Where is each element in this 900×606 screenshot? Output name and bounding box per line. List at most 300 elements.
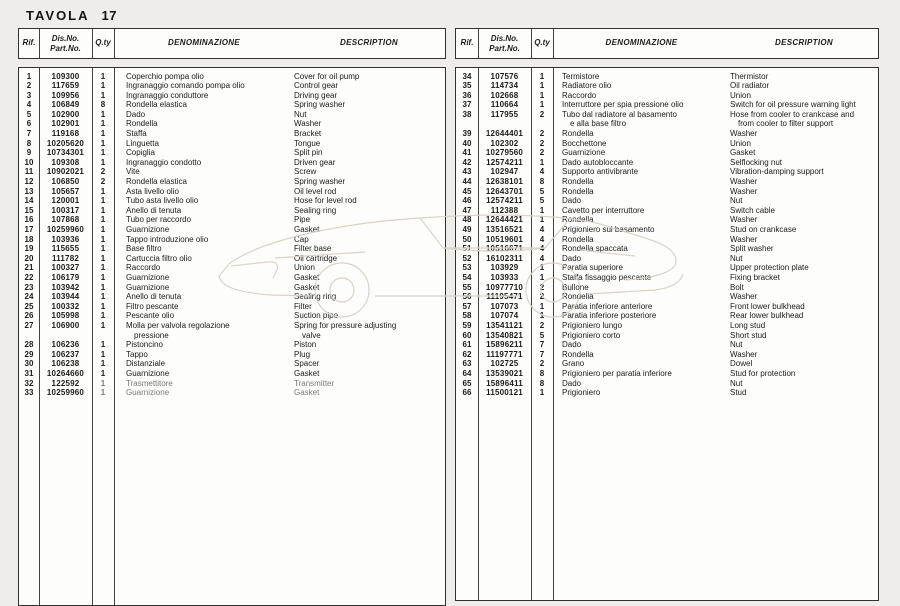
table-row bbox=[456, 292, 878, 302]
cell-part-no: 12644401 bbox=[485, 129, 524, 139]
column-header-part-no-line: Part.No. bbox=[50, 43, 81, 53]
cell-description: Thermistor bbox=[730, 71, 769, 81]
cell-rif: 37 bbox=[462, 100, 472, 110]
table-row bbox=[19, 311, 445, 321]
table-row bbox=[456, 129, 878, 139]
cell-qty: 1 bbox=[539, 205, 545, 215]
cell-rif: 45 bbox=[462, 186, 472, 196]
table-row bbox=[456, 379, 878, 389]
cell-rif: 51 bbox=[462, 244, 472, 254]
cell-description: Washer bbox=[730, 349, 758, 359]
cell-qty: 1 bbox=[100, 320, 106, 330]
page-title bbox=[26, 8, 117, 23]
cell-rif: 27 bbox=[24, 320, 34, 330]
cell-denominazione: Rondella spaccata bbox=[562, 244, 628, 254]
cell-denominazione: Paratia inferiore anteriore bbox=[562, 301, 653, 311]
cell-qty: 1 bbox=[100, 215, 106, 225]
cell-qty: 5 bbox=[539, 186, 545, 196]
cell-part-no: 10977710 bbox=[485, 282, 524, 292]
cell-denominazione: Guarnizione bbox=[126, 388, 170, 398]
cell-part-no: 106236 bbox=[51, 340, 80, 350]
table-row bbox=[19, 244, 445, 254]
cell-description: Oil radiator bbox=[730, 81, 770, 91]
table-row bbox=[456, 244, 878, 254]
cell-qty: 1 bbox=[539, 311, 545, 321]
cell-denominazione: Tubo per raccordo bbox=[126, 215, 192, 225]
cell-rif: 56 bbox=[462, 292, 472, 302]
cell-part-no: 103933 bbox=[490, 272, 519, 282]
cell-description: Washer bbox=[730, 186, 758, 196]
cell-denominazione: Dado bbox=[562, 340, 582, 350]
cell-qty: 1 bbox=[100, 186, 106, 196]
cell-denominazione: Rondella bbox=[126, 119, 158, 129]
column-header-part-no-line: Part.No. bbox=[489, 43, 520, 53]
cell-rif: 42 bbox=[462, 157, 472, 167]
cell-qty: 1 bbox=[100, 119, 106, 129]
cell-denominazione: Prigioniero corto bbox=[562, 330, 621, 340]
cell-denominazione: Pistoncino bbox=[126, 340, 163, 350]
cell-qty: 1 bbox=[100, 109, 106, 119]
cell-description: Split washer bbox=[730, 244, 774, 254]
table-row bbox=[19, 369, 445, 379]
cell-description: Spring washer bbox=[294, 177, 346, 187]
cell-part-no: 102901 bbox=[51, 119, 80, 129]
cell-part-no: 13541121 bbox=[486, 320, 523, 330]
cell-description: Spring washer bbox=[294, 100, 346, 110]
table-row bbox=[456, 225, 878, 235]
column-header-dis-no-line: Dis.No. bbox=[51, 33, 80, 43]
cell-description: Suction pipe bbox=[294, 311, 339, 321]
cell-part-no: 106179 bbox=[51, 272, 80, 282]
cell-rif: 64 bbox=[462, 368, 472, 378]
table-row bbox=[19, 110, 445, 120]
cell-qty: 1 bbox=[100, 311, 106, 321]
cell-part-no: 109300 bbox=[51, 71, 80, 81]
cell-qty: 1 bbox=[100, 340, 106, 350]
cell-part-no: 10519601 bbox=[485, 234, 524, 244]
cell-qty: 1 bbox=[100, 301, 106, 311]
cell-denominazione: Rondella elastica bbox=[126, 100, 187, 110]
column-header-qty: Q.ty bbox=[95, 38, 111, 47]
table-row bbox=[456, 263, 878, 273]
cell-denominazione: Guarnizione bbox=[126, 272, 170, 282]
cell-rif: 13 bbox=[24, 186, 34, 196]
cell-part-no: 100327 bbox=[51, 263, 80, 273]
cell-denominazione: Asta livello olio bbox=[126, 186, 179, 196]
cell-rif: 59 bbox=[462, 320, 472, 330]
cell-part-no: 15896411 bbox=[486, 378, 523, 388]
column-divider bbox=[553, 29, 554, 58]
cell-part-no: 107868 bbox=[51, 215, 80, 225]
cell-denominazione: Ingranaggio comando pompa olio bbox=[126, 81, 245, 91]
cell-part-no: 110664 bbox=[490, 100, 519, 110]
column-header-denominazione: DENOMINAZIONE bbox=[605, 38, 678, 47]
cell-part-no: 102302 bbox=[490, 138, 519, 148]
column-divider bbox=[531, 29, 532, 58]
table-row bbox=[456, 139, 878, 149]
cell-rif: 6 bbox=[26, 119, 32, 129]
cell-denominazione: Guarnizione bbox=[126, 368, 170, 378]
table-row bbox=[456, 167, 878, 177]
cell-description: Plug bbox=[294, 349, 311, 359]
cell-description: Fixing bracket bbox=[730, 272, 780, 282]
cell-part-no: 106850 bbox=[51, 177, 80, 187]
cell-rif: 39 bbox=[462, 129, 472, 139]
cell-part-no: 102900 bbox=[51, 109, 80, 119]
cell-qty: 1 bbox=[539, 263, 545, 273]
cell-part-no: 109956 bbox=[51, 90, 80, 100]
table-row bbox=[19, 388, 445, 398]
cell-rif: 19 bbox=[24, 244, 34, 254]
table-row bbox=[19, 321, 445, 340]
cell-qty: 4 bbox=[539, 225, 545, 234]
cell-description: Vibration-damping support bbox=[730, 167, 824, 177]
cell-rif: 28 bbox=[24, 340, 34, 350]
cell-rif: 26 bbox=[24, 311, 34, 321]
cell-denominazione: Linguetta bbox=[126, 138, 159, 148]
cell-denominazione: Rondella bbox=[562, 349, 594, 359]
cell-qty: 2 bbox=[539, 148, 545, 158]
cell-rif: 47 bbox=[462, 205, 472, 215]
table-row bbox=[456, 359, 878, 369]
column-header-denominazione: DENOMINAZIONE bbox=[168, 38, 240, 47]
cell-rif: 43 bbox=[462, 167, 472, 177]
cell-denominazione: Tappo introduzione olio bbox=[126, 234, 209, 244]
cell-rif: 57 bbox=[462, 301, 472, 311]
cell-part-no: 112388 bbox=[490, 205, 519, 215]
cell-part-no: 119168 bbox=[51, 129, 80, 139]
cell-denominazione: Grano bbox=[562, 359, 585, 369]
cell-part-no: 107073 bbox=[490, 301, 519, 311]
cell-rif: 31 bbox=[24, 368, 34, 378]
cell-rif: 22 bbox=[24, 272, 34, 282]
cell-description: Gasket bbox=[294, 272, 320, 282]
cell-description: Hose for level rod bbox=[294, 196, 357, 206]
cell-qty: 2 bbox=[539, 359, 545, 369]
page-title-number: 17 bbox=[101, 8, 117, 23]
cell-denominazione: Bullone bbox=[562, 282, 589, 292]
cell-description: Gasket bbox=[294, 225, 320, 234]
cell-rif: 24 bbox=[24, 292, 34, 302]
cell-description: Selflocking nut bbox=[730, 157, 783, 167]
cell-qty: 1 bbox=[100, 244, 106, 254]
cell-qty: 2 bbox=[539, 138, 545, 148]
cell-denominazione: Tappo bbox=[126, 349, 148, 359]
cell-rif: 54 bbox=[462, 272, 472, 282]
table-row bbox=[19, 81, 445, 91]
table-row bbox=[456, 206, 878, 216]
cell-part-no: 10259960 bbox=[46, 225, 85, 234]
cell-part-no: 106238 bbox=[51, 359, 80, 369]
cell-denominazione: Coperchio pompa olio bbox=[126, 71, 204, 81]
cell-rif: 55 bbox=[462, 282, 472, 292]
cell-description: Washer bbox=[730, 292, 758, 302]
cell-description: Sealing ring bbox=[294, 292, 337, 302]
cell-part-no: 107576 bbox=[490, 71, 519, 81]
table-row bbox=[456, 91, 878, 101]
cell-denominazione: Filtro pescante bbox=[126, 301, 179, 311]
cell-denominazione: Bocchettone bbox=[562, 138, 607, 148]
cell-qty: 8 bbox=[539, 368, 545, 378]
table-row bbox=[19, 119, 445, 129]
column-header-qty: Q.ty bbox=[534, 38, 550, 47]
cell-denominazione: Vite bbox=[126, 167, 140, 177]
cell-description: Front lower bulkhead bbox=[730, 301, 805, 311]
cell-rif: 15 bbox=[24, 205, 34, 215]
cell-part-no: 107074 bbox=[490, 311, 519, 321]
table-row bbox=[456, 340, 878, 350]
cell-rif: 5 bbox=[26, 109, 32, 119]
cell-description: Gasket bbox=[730, 148, 756, 158]
cell-rif: 49 bbox=[462, 225, 472, 234]
table-row bbox=[456, 369, 878, 379]
table-rows-left bbox=[19, 72, 445, 398]
cell-qty: 2 bbox=[100, 177, 106, 187]
cell-description: Driven gear bbox=[294, 157, 336, 167]
column-divider bbox=[92, 29, 93, 58]
table-body-right bbox=[455, 67, 879, 601]
cell-denominazione: Dado bbox=[126, 109, 146, 119]
cell-rif: 3 bbox=[26, 90, 32, 100]
cell-qty: 5 bbox=[539, 196, 545, 206]
cell-description: Nut bbox=[730, 196, 743, 206]
cell-qty: 7 bbox=[539, 349, 545, 359]
cell-part-no: 13539021 bbox=[485, 368, 524, 378]
cell-part-no: 103944 bbox=[51, 292, 80, 302]
table-row bbox=[456, 350, 878, 360]
cell-part-no: 105657 bbox=[51, 186, 80, 196]
table-row bbox=[19, 167, 445, 177]
cell-rif: 65 bbox=[462, 378, 472, 388]
cell-rif: 17 bbox=[24, 225, 34, 234]
cell-description: Gasket bbox=[294, 282, 320, 292]
table-row bbox=[456, 158, 878, 168]
cell-denominazione: Prigioniero per paratia inferiore bbox=[562, 368, 672, 378]
cell-qty: 1 bbox=[539, 90, 545, 100]
cell-qty: 1 bbox=[100, 388, 106, 398]
cell-description: Washer bbox=[730, 177, 758, 187]
cell-denominazione: Interruttore per spia pressione olio bbox=[562, 100, 684, 110]
table-row bbox=[456, 148, 878, 158]
cell-qty: 1 bbox=[100, 272, 106, 282]
cell-part-no: 103936 bbox=[51, 234, 80, 244]
cell-denominazione: Anello di tenuta bbox=[126, 205, 182, 215]
cell-description: Gasket bbox=[294, 368, 320, 378]
cell-description: Washer bbox=[294, 119, 322, 129]
table-row bbox=[19, 177, 445, 187]
cell-description: Stud bbox=[730, 388, 747, 398]
cell-part-no: 117659 bbox=[51, 81, 80, 91]
column-divider bbox=[114, 29, 115, 58]
cell-rif: 8 bbox=[26, 138, 32, 148]
cell-qty: 1 bbox=[100, 129, 106, 139]
cell-part-no: 102947 bbox=[490, 167, 519, 177]
cell-rif: 33 bbox=[24, 388, 34, 398]
table-row bbox=[456, 72, 878, 82]
cell-denominazione: Rondella bbox=[562, 292, 594, 302]
cell-qty: 7 bbox=[539, 340, 545, 350]
cell-qty: 1 bbox=[539, 215, 545, 225]
cell-description: Union bbox=[730, 90, 751, 100]
cell-description: Nut bbox=[730, 378, 743, 388]
cell-qty: 1 bbox=[100, 378, 106, 388]
cell-description: Filter base bbox=[294, 244, 332, 254]
table-row bbox=[19, 359, 445, 369]
table-row bbox=[456, 273, 878, 283]
cell-qty: 4 bbox=[539, 244, 545, 254]
cell-denominazione: Prigioniero bbox=[562, 388, 601, 398]
cell-denominazione: Paratia inferiore posteriore bbox=[562, 311, 657, 321]
table-row bbox=[19, 225, 445, 235]
cell-qty: 1 bbox=[100, 282, 106, 292]
table-row bbox=[456, 81, 878, 91]
cell-rif: 10 bbox=[24, 157, 34, 167]
table-row bbox=[19, 340, 445, 350]
cell-rif: 11 bbox=[24, 167, 34, 177]
cell-rif: 48 bbox=[462, 215, 472, 225]
cell-qty: 4 bbox=[539, 234, 545, 244]
cell-denominazione: Dado bbox=[562, 196, 582, 206]
cell-rif: 4 bbox=[26, 100, 32, 110]
cell-rif: 40 bbox=[462, 138, 472, 148]
table-header-left bbox=[18, 28, 446, 59]
column-header-rif: Rif. bbox=[22, 38, 36, 47]
cell-qty: 2 bbox=[539, 109, 545, 119]
cell-description: Split pin bbox=[294, 148, 323, 158]
cell-denominazione: Copiglia bbox=[126, 148, 155, 158]
cell-qty: 1 bbox=[539, 71, 545, 81]
cell-qty: 4 bbox=[539, 167, 545, 177]
cell-part-no: 103942 bbox=[51, 282, 80, 292]
cell-part-no: 10734301 bbox=[46, 148, 85, 158]
cell-qty: 1 bbox=[100, 263, 106, 273]
column-header-rif: Rif. bbox=[460, 38, 474, 47]
table-row bbox=[19, 158, 445, 168]
cell-rif: 9 bbox=[26, 148, 32, 158]
cell-qty: 2 bbox=[539, 129, 545, 139]
cell-part-no: 11197771 bbox=[486, 349, 523, 359]
cell-description: Switch for oil pressure warning light bbox=[730, 100, 856, 110]
table-row bbox=[456, 388, 878, 398]
cell-denominazione: Dado bbox=[562, 253, 582, 263]
cell-qty: 1 bbox=[100, 205, 106, 215]
cell-rif: 14 bbox=[24, 196, 34, 206]
cell-part-no: 120001 bbox=[51, 196, 80, 206]
cell-rif: 44 bbox=[462, 177, 472, 187]
cell-rif: 63 bbox=[462, 359, 472, 369]
cell-qty: 1 bbox=[100, 292, 106, 302]
cell-qty: 1 bbox=[100, 71, 106, 81]
table-row bbox=[456, 100, 878, 110]
table-row bbox=[19, 139, 445, 149]
cell-description: Washer bbox=[730, 129, 758, 139]
cell-rif: 35 bbox=[462, 81, 472, 91]
table-row bbox=[19, 263, 445, 273]
cell-description: Switch cable bbox=[730, 205, 775, 215]
table-row bbox=[19, 129, 445, 139]
cell-rif: 29 bbox=[24, 349, 34, 359]
cell-denominazione: Dado bbox=[562, 378, 582, 388]
column-header-part-no bbox=[478, 34, 531, 54]
cell-rif: 41 bbox=[462, 148, 472, 158]
cell-denominazione: Trasmettitore bbox=[126, 378, 173, 388]
cell-description: Union bbox=[730, 138, 751, 148]
cell-part-no: 10205620 bbox=[46, 138, 85, 148]
cell-part-no: 102725 bbox=[490, 359, 519, 369]
cell-part-no: 10279560 bbox=[485, 148, 524, 158]
cell-denominazione: Anello di tenuta bbox=[126, 292, 182, 302]
cell-qty: 1 bbox=[100, 196, 106, 206]
cell-part-no: 12574211 bbox=[486, 196, 523, 206]
cell-denominazione: Rondella bbox=[562, 234, 594, 244]
cell-denominazione: Raccordo bbox=[562, 90, 597, 100]
cell-denominazione: Tubo dal radiatore al basamento e alla base filtro bbox=[562, 109, 677, 129]
cell-denominazione: Prigioniero sul basamento bbox=[562, 225, 655, 234]
cell-denominazione: Molla per valvola regolazione pressione bbox=[126, 320, 230, 340]
cell-denominazione: Pescante olio bbox=[126, 311, 175, 321]
cell-rif: 38 bbox=[462, 109, 472, 119]
cell-description: Long stud bbox=[730, 320, 766, 330]
cell-description: Washer bbox=[730, 234, 758, 244]
table-row bbox=[19, 379, 445, 389]
cell-part-no: 102668 bbox=[490, 90, 519, 100]
cell-qty: 2 bbox=[539, 292, 545, 302]
cell-denominazione: Rondella bbox=[562, 186, 594, 196]
cell-description: Upper protection plate bbox=[730, 263, 809, 273]
table-row bbox=[456, 321, 878, 331]
cell-part-no: 11500121 bbox=[486, 388, 523, 398]
table-row bbox=[19, 100, 445, 110]
cell-denominazione: Guarnizione bbox=[562, 148, 606, 158]
cell-part-no: 111782 bbox=[51, 253, 79, 263]
cell-rif: 52 bbox=[462, 253, 472, 263]
cell-part-no: 16102311 bbox=[486, 253, 523, 263]
cell-description: Control gear bbox=[294, 81, 339, 91]
cell-denominazione: Raccordo bbox=[126, 263, 161, 273]
cell-denominazione: Distanziale bbox=[126, 359, 166, 369]
cell-description: Piston bbox=[294, 340, 317, 350]
cell-denominazione: Supporto antivibrante bbox=[562, 167, 639, 177]
cell-denominazione: Paratia superiore bbox=[562, 263, 623, 273]
cell-denominazione: Dado autobloccante bbox=[562, 157, 634, 167]
cell-description: Rear lower bulkhead bbox=[730, 311, 804, 321]
table-row bbox=[19, 283, 445, 293]
table-row bbox=[19, 187, 445, 197]
cell-denominazione: Staffa fissaggio pescante bbox=[562, 272, 652, 282]
cell-part-no: 122592 bbox=[51, 378, 80, 388]
cell-qty: 2 bbox=[539, 320, 545, 330]
cell-qty: 2 bbox=[539, 282, 545, 292]
table-row bbox=[456, 331, 878, 341]
cell-description: Spacer bbox=[294, 359, 320, 369]
cell-description: Hose from cooler to crankcase and from cooler to filter support bbox=[730, 109, 855, 129]
table-row bbox=[19, 91, 445, 101]
table-row bbox=[19, 72, 445, 82]
table-row bbox=[19, 196, 445, 206]
cell-rif: 16 bbox=[24, 215, 34, 225]
cell-description: Stud on crankcase bbox=[730, 225, 797, 234]
cell-qty: 1 bbox=[100, 253, 106, 263]
cell-qty: 1 bbox=[100, 138, 106, 148]
table-row bbox=[19, 206, 445, 216]
cell-rif: 32 bbox=[24, 378, 34, 388]
cell-rif: 58 bbox=[462, 311, 472, 321]
cell-qty: 8 bbox=[539, 378, 545, 388]
cell-description: Bracket bbox=[294, 129, 322, 139]
table-rows-right bbox=[456, 72, 878, 398]
cell-description: Sealing ring bbox=[294, 205, 337, 215]
cell-denominazione: Tubo asta livello olio bbox=[126, 196, 199, 206]
